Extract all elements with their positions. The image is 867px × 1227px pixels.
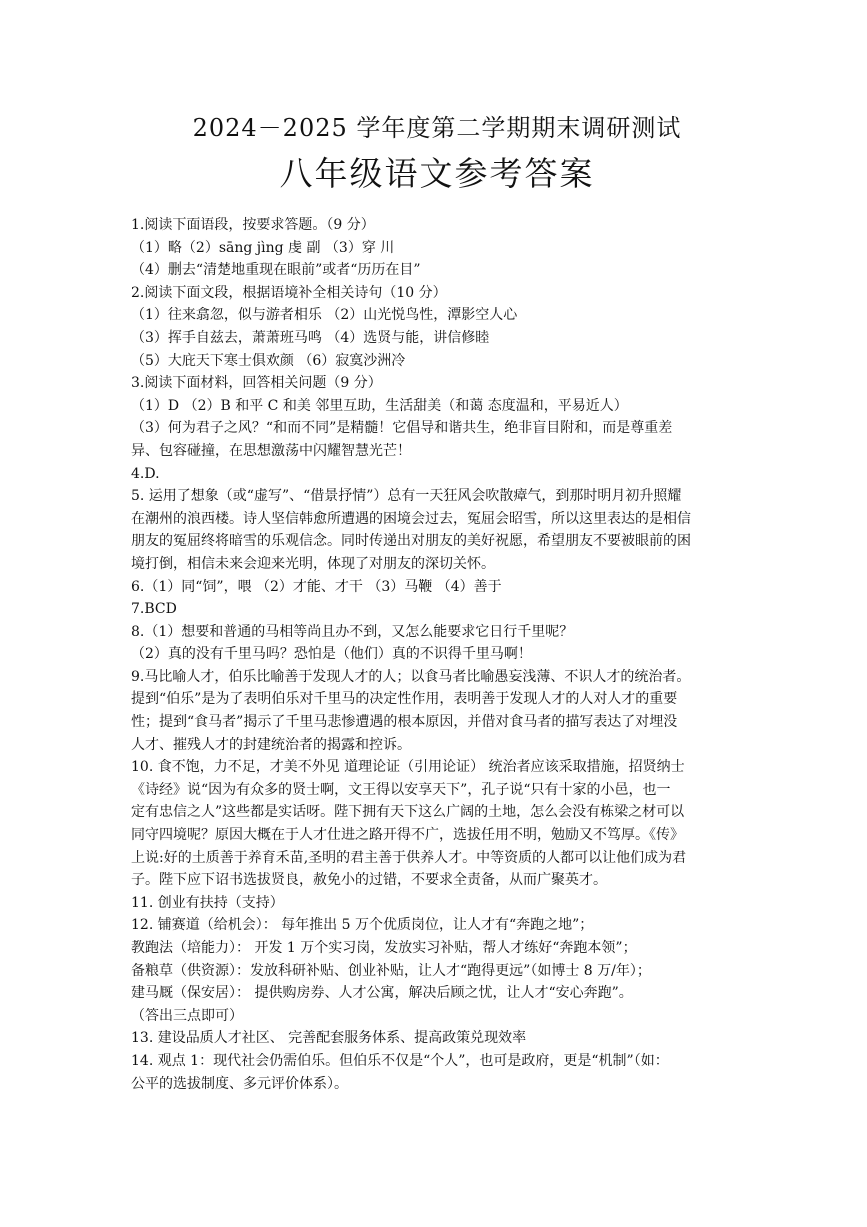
answer-line: 在潮州的浪西楼。诗人坚信韩愈所遭遇的困境会过去，冤屈会昭雪，所以这里表达的是相信 <box>131 510 691 527</box>
answer-line: （3）挥手自兹去，萧萧班马鸣 （4）选贤与能，讲信修睦 <box>131 329 490 346</box>
answer-line: 10. 食不饱，力不足，才美不外见 道理论证（引用论证） 统治者应该采取措施，招贤纳士 <box>131 759 685 776</box>
exam-title: 2024－2025 学年度第二学期期末调研测试 <box>192 114 682 142</box>
answer-line: （1）往来翕忽，似与游者相乐 （2）山光悦鸟性，潭影空人心 <box>131 307 518 324</box>
answer-line: 14. 观点 1：现代社会仍需伯乐。但伯乐不仅是“个人”，也可是政府，更是“机制”（如： <box>131 1052 669 1069</box>
answer-line: （1）D （2）B 和平 C 和美 邻里互助，生活甜美（和蔼 态度温和，平易近人） <box>131 397 628 414</box>
answer-body <box>131 214 743 1095</box>
answer-line: 境打倒，相信未来会迎来光明，体现了对朋友的深切关怀。 <box>131 555 495 572</box>
answer-line: 7.BCD <box>131 601 177 618</box>
answer-line: （3）何为君子之风？“和而不同”是精髓！它倡导和谐共生，绝非盲目附和，而是尊重差 <box>131 420 673 437</box>
answer-line: 11. 创业有扶持（支持） <box>131 894 284 911</box>
answer-line: 教跑法（培能力）： 开发 1 万个实习岗，发放实习补贴，帮人才练好“奔跑本领”； <box>131 940 637 956</box>
answer-line: 12. 铺赛道（给机会）： 每年推出 5 万个优质岗位，让人才有“奔跑之地”； <box>131 917 594 934</box>
answer-line: （4）删去“清楚地重现在眼前”或者“历历在目” <box>131 262 421 279</box>
answer-line: 备粮草（供资源）：发放科研补贴、创业补贴，让人才“跑得更远”（如博士 8 万/年）； <box>131 962 651 979</box>
answer-line: 公平的选拔制度、多元评价体系）。 <box>131 1075 348 1092</box>
answer-line: 3.阅读下面材料，回答相关问题（9 分） <box>131 375 382 392</box>
answer-line: 子。陛下应下诏书选拔贤良，赦免小的过错，不要求全责备，从而广聚英才。 <box>131 872 607 889</box>
answer-line: 4.D. <box>131 465 160 482</box>
answer-line: 人才、摧残人才的封建统治者的揭露和控诉。 <box>131 736 411 753</box>
answer-line: 5. 运用了想象（或“虚写”、“借景抒情”）总有一天狂风会吹散瘴气，到那时明月初升照耀 <box>131 488 682 505</box>
answer-line: 13. 建设品质人才社区、 完善配套服务体系、提高政策兑现效率 <box>131 1030 527 1047</box>
answer-line: （1）略（2）sāng jìng 虔 副 （3）穿 川 <box>131 239 395 256</box>
answer-line: 建马厩（保安居）： 提供购房券、人才公寓，解决后顾之忧，让人才“安心奔跑”。 <box>131 985 633 1002</box>
answer-line: 8.（1）想要和普通的马相等尚且办不到，又怎么能要求它日行千里呢？ <box>131 623 574 640</box>
answer-line: 上说:好的土质善于养育禾苗,圣明的君主善于供养人才。中等资质的人都可以让他们成为君 <box>131 849 687 866</box>
document-title: 八年级语文参考答案 <box>279 154 595 193</box>
answer-line: （2）真的没有千里马吗？恐怕是（他们）真的不识得千里马啊！ <box>131 646 532 663</box>
answer-line: 朋友的冤屈终将暗雪的乐观信念。同时传递出对朋友的美好祝愿，希望朋友不要被眼前的困 <box>131 533 691 550</box>
answer-line: 《诗经》说“因为有众多的贤士啊，文王得以安享天下”，孔子说“只有十家的小邑，也一 <box>131 781 671 798</box>
answer-line: 定有忠信之人”这些都是实话呀。陛下拥有天下这么广阔的土地，怎么会没有栋梁之材可以 <box>131 804 685 821</box>
answer-line: （5）大庇天下寒士俱欢颜 （6）寂寞沙洲冷 <box>131 352 406 369</box>
answer-line: 1.阅读下面语段，按要求答题。（9 分） <box>131 217 375 233</box>
answer-line: （答出三点即可） <box>131 1007 243 1024</box>
answer-line: 9.马比喻人才，伯乐比喻善于发现人才的人；以食马者比喻愚妄浅薄、不识人才的统治者。 <box>131 668 691 685</box>
answer-line: 同守四境呢？原因大概在于人才仕进之路开得不广，选拔任用不明，勉励又不笃厚。《传》 <box>131 827 684 844</box>
answer-line: 2.阅读下面文段，根据语境补全相关诗句（10 分） <box>131 284 447 301</box>
answer-line: 异、包容碰撞，在思想激荡中闪耀智慧光芒！ <box>131 442 411 459</box>
answer-line: 6.（1）同“饲”，喂 （2）才能、才干 （3）马鞭 （4）善于 <box>131 578 502 595</box>
answer-line: 提到“伯乐”是为了表明伯乐对千里马的决定性作用，表明善于发现人才的人对人才的重要 <box>131 691 678 708</box>
answer-line: 性；提到“食马者”揭示了千里马悲惨遭遇的根本原因，并借对食马者的描写表达了对埋没 <box>131 714 678 731</box>
